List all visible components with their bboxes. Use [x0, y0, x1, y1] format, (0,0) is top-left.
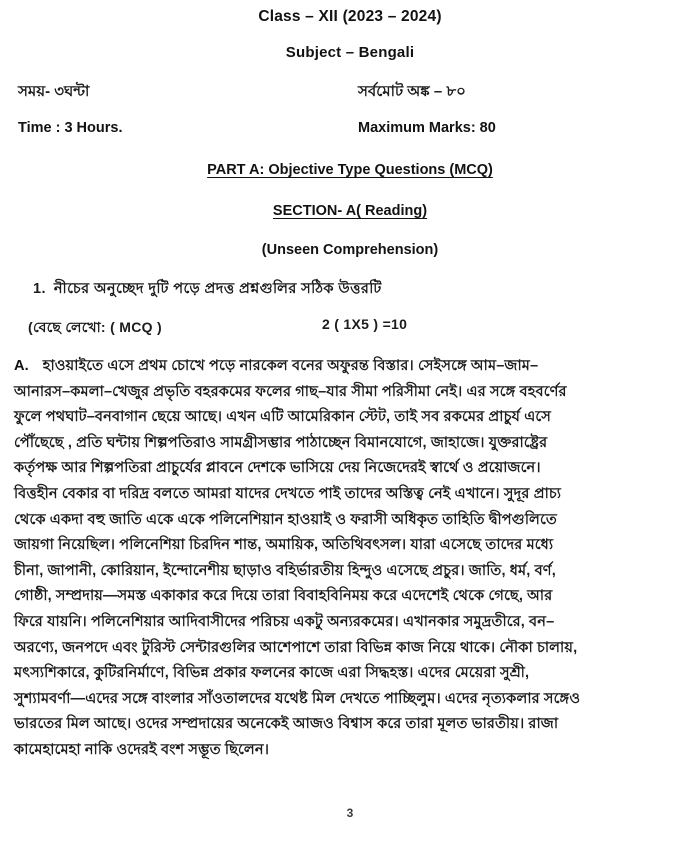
- passage-line-text: থেকে একদা বহু জাতি একে একে পলিনেশিয়ান হাওয়াই ও ফরাসী অধিকৃত তাহিতি দ্বীপগুলিতে: [14, 511, 557, 528]
- passage-line-text: জায়গা নিয়েছিল। পলিনেশিয়া চিরদিন শান্ত, অমায়িক, অতিথিবৎসল। যারা এসেছে তাদের মধ্যে: [14, 537, 554, 554]
- page-title-class: Class – XII (2023 – 2024): [258, 8, 442, 25]
- passage-line: [14, 534, 678, 560]
- passage-a: [14, 355, 678, 765]
- passage-line-text: সুশ্যামবর্ণা—এদের সঙ্গে বাংলার সাঁওতালদের যথেষ্ট মিল দেখতে পাচ্ছিলুম। এদের নৃত্যকলার সঙ্গেও: [14, 690, 581, 707]
- mcq-marks-note: 2 ( 1X5 ) =10: [322, 316, 408, 332]
- passage-line: [14, 355, 678, 381]
- page-number: 3: [346, 806, 354, 820]
- question-1-text: নীচের অনুচ্ছেদ দুটি পড়ে প্রদত্ত প্রশ্নগুলির সঠিক উত্তরটি: [53, 281, 382, 297]
- passage-line-text: বিত্তহীন বেকার বা দরিদ্র বলতে আমরা যাদের দেখতে পাই তাদের অস্তিত্ব নেই এখানে। সুদূর প্রাচ্য: [14, 485, 562, 502]
- passage-line: [14, 637, 678, 663]
- passage-line: [14, 662, 678, 688]
- mcq-instruction-text: (বেছে লেখো: ( MCQ ): [28, 319, 162, 335]
- heading-part-a-text: PART A: Objective Type Questions (MCQ): [207, 162, 493, 178]
- passage-line-text: গোষ্ঠী, সম্প্রদায়—সমস্ত একাকার করে দিয়ে তারা বিবাহবিনিময় করে এদেশেই থেকে গেছে, আর: [14, 588, 553, 605]
- heading-section-a: [0, 203, 700, 219]
- passage-line-text: ফিরে যায়নি। পলিনেশিয়ার আদিবাসীদের পরিচয় একটু অন্যরকমের। এখানকার সমুদ্রতীরে, বন–: [14, 613, 555, 630]
- question-1-number: 1.: [33, 281, 46, 297]
- meta-row-english: [0, 120, 700, 142]
- passage-line: [14, 560, 678, 586]
- passage-line-text: ফুলে পথঘাট–বনবাগান ছেয়ে আছে। এখন এটি আমেরিকান স্টেট, তাই সব রকমের প্রাচুর্য এসে: [14, 409, 552, 426]
- meta-row-bengali: [0, 80, 700, 102]
- passage-line: [14, 509, 678, 535]
- passage-line-text: ভারতের মিল আছে। ওদের সম্প্রদায়ের অনেকেই আজও বিশ্বাস করে তারা মূলত ভারতীয়। রাজা: [14, 716, 559, 733]
- passage-line-text: মৎস্যশিকারে, কুটিরনির্মাণে, বিভিন্ন প্রকার ফলনের কাজে এরা সিদ্ধহস্ত। এদের মেয়েরা সুশ্রী,: [14, 665, 530, 682]
- mcq-instruction-row: [0, 316, 700, 338]
- marks-bengali-label: সর্বমোট অঙ্ক – ৮০: [358, 83, 466, 100]
- passage-line: [14, 432, 678, 458]
- question-1-line: [33, 278, 382, 302]
- passage-line: [14, 381, 678, 407]
- heading-section-a-text: SECTION- A( Reading): [272, 203, 428, 219]
- passage-line: [14, 739, 678, 765]
- passage-line-text: হাওয়াইতে এসে প্রথম চোখে পড়ে নারকেল বনের অফুরন্ত বিস্তার। সেইসঙ্গে আম–জাম–: [42, 358, 539, 374]
- passage-line-text: কামেহামেহা নাকি ওদেরই বংশ সম্ভূত ছিলেন।: [14, 741, 270, 758]
- passage-line: [14, 406, 678, 432]
- passage-line: [14, 713, 678, 739]
- heading-unseen-comprehension: (Unseen Comprehension): [261, 242, 439, 258]
- marks-english-label: Maximum Marks: 80: [358, 120, 496, 136]
- passage-line: [14, 611, 678, 637]
- page-title-subject: Subject – Bengali: [285, 44, 415, 61]
- time-bengali-label: সময়- ৩ঘন্টা: [18, 83, 90, 100]
- heading-part-a: [0, 162, 700, 178]
- passage-line: [14, 483, 678, 509]
- time-english-label: Time : 3 Hours.: [18, 120, 123, 136]
- passage-line-text: আনারস–কমলা–খেজুর প্রভৃতি বহরকমের ফলের গাছ–যার সীমা পরিসীমা নেই। এর সঙ্গে বহবর্ণের: [14, 383, 567, 400]
- passage-line-text: চীনা, জাপানী, কোরিয়ান, ইন্দোনেশীয় ছাড়াও বহির্ভারতীয় হিন্দুও এসেছে প্রচুর। জাতি, ধর্ম, বর্ণ,: [14, 562, 556, 579]
- passage-line: [14, 457, 678, 483]
- passage-line: [14, 688, 678, 714]
- passage-line-text: অরণ্যে, জনপদে এবং টুরিস্ট সেন্টারগুলির আশেপাশে তারা বিভিন্ন কাজ নিয়ে থাকে। নৌকা চালায়,: [14, 639, 578, 656]
- passage-label: A.: [14, 358, 29, 374]
- passage-line-text: কর্তৃপক্ষ আর শিল্পপতিরা প্রাচুর্যের প্লাবনে দেশকে ভাসিয়ে দেয় নিজেদেরই স্বার্থে ও প্রয়োজনে।: [14, 460, 541, 477]
- passage-line: [14, 585, 678, 611]
- passage-line-text: পৌঁছেছে , প্রতি ঘন্টায় শিল্পপতিরাও সামগ্রীসম্ভার পাঠাচ্ছেন বিমানযোগে, জাহাজে। যুক্তরাষ্ট্রের: [14, 434, 548, 451]
